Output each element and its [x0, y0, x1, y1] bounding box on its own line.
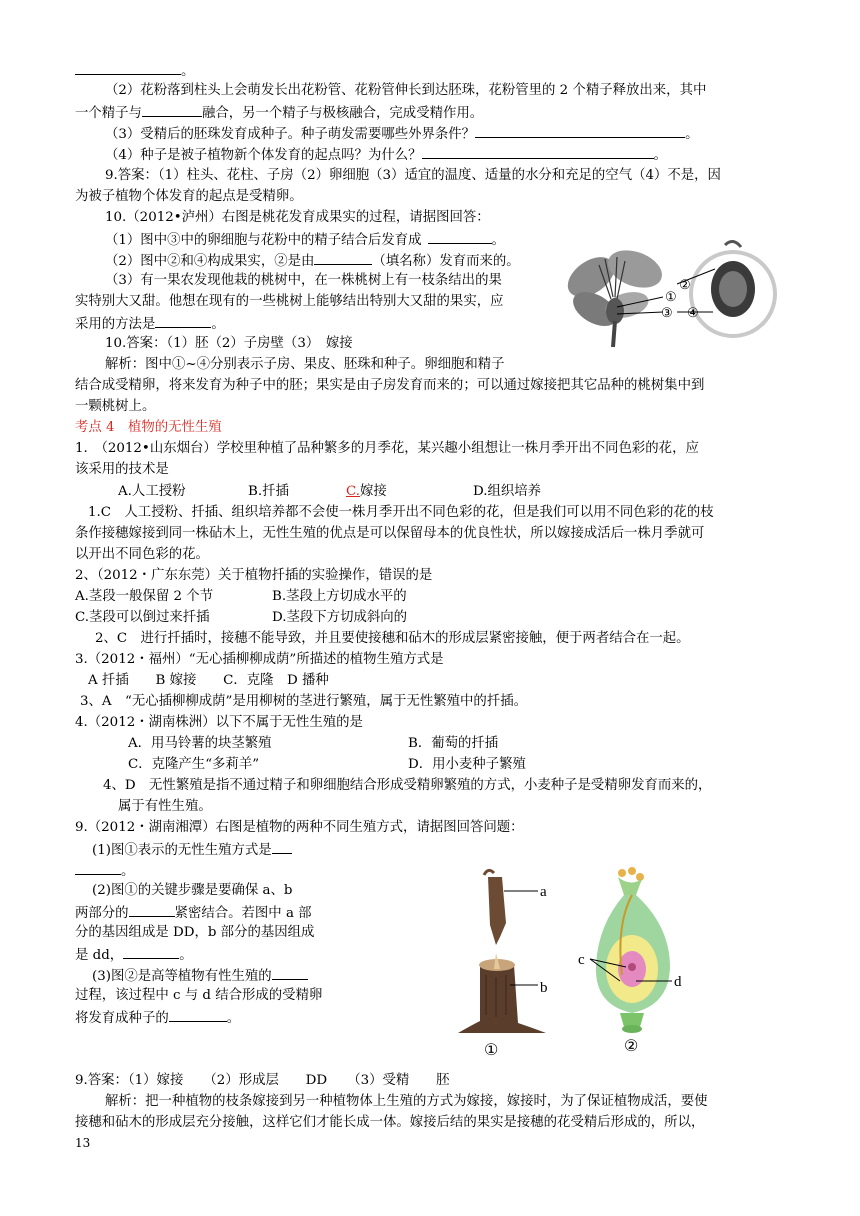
scion-branch [484, 870, 506, 945]
stigma [618, 867, 644, 895]
question-text: （4）种子是被子植物新个体发育的起点吗？为什么？ 。 [105, 143, 667, 166]
analysis-text: 3、A “无心插柳柳成荫”是用柳树的茎进行繁殖，属于无性繁殖中的扦插。 [80, 694, 527, 709]
question-heading: 10.（2012•泸州）右图是桃花发育成果实的过程，请据图回答： [105, 210, 490, 225]
question-text: 3.（2012・福州）“无心插柳柳成荫”所描述的植物生殖方式是 [75, 652, 444, 667]
option-b: B.扦插 [248, 484, 289, 499]
label-b: b [540, 980, 548, 996]
receptacle [620, 1013, 644, 1033]
option-a: A．用马铃薯的块茎繁殖 [128, 736, 272, 751]
answer-blank[interactable] [123, 943, 179, 959]
answer-blank[interactable] [422, 143, 654, 159]
question-text: 将发育成种子的 。 [75, 1006, 240, 1029]
ovary-wall [596, 895, 670, 1013]
option-d: D.茎段下方切成斜向的 [272, 610, 408, 625]
question-text: 是 dd， 。 [75, 943, 193, 966]
answer-text: 为被子植物个体发育的起点是受精卵。 [75, 189, 303, 204]
option-b: B．葡萄的扦插 [408, 736, 499, 751]
page-number: 13 [75, 1136, 91, 1150]
question-text: 1. （2012•山东烟台）学校里种植了品种繁多的月季花，某兴趣小组想让一株月季开出不同色彩的花，应 [75, 441, 699, 456]
label-4: ④ [687, 305, 699, 320]
option-b: B.茎段上方切成水平的 [272, 589, 407, 604]
label-d: d [674, 974, 682, 990]
question-text: 分的基因组成是 DD，b 部分的基因组成 [75, 925, 315, 940]
question-text: （3）受精后的胚珠发育成种子。种子萌发需要哪些外界条件？ 。 [105, 122, 698, 145]
peach-fruit-image [689, 241, 777, 338]
question-text: 。 [75, 859, 134, 882]
figure-caption-2: ② [624, 1038, 639, 1055]
options: A 扦插 B 嫁接 C．克隆 D 播种 [88, 673, 329, 688]
analysis-text: 2、C 进行扦插时，接穗不能导致，并且要使接穗和砧木的形成层紧密接触，便于两者结合在一起。 [95, 631, 690, 646]
analysis-text: 接穗和砧木的形成层充分接触，这样它们才能长成一体。嫁接后结的果实是接穗的花受精后形成的，所以， [75, 1115, 705, 1130]
marked-answer: C. [346, 484, 361, 499]
figure-caption-1: ① [484, 1042, 499, 1059]
question-text: 2、（2012・广东东莞）关于植物扦插的实验操作，错误的是 [75, 568, 433, 583]
rootstock [458, 953, 550, 1033]
answer-blank[interactable] [272, 838, 292, 854]
option-a: A.人工授粉 [118, 484, 186, 499]
blank-line-end: 。 [75, 59, 194, 82]
label-1: ① [665, 289, 677, 304]
analysis-text: 属于有性生殖。 [118, 799, 212, 814]
question-text: （1）图中③中的卵细胞与花粉中的精子结合后发育成 。 [105, 228, 505, 251]
answer-blank[interactable] [475, 122, 685, 138]
answer-blank[interactable] [155, 312, 211, 328]
question-text: (3)图②是高等植物有性生殖的 [92, 964, 308, 987]
label-c: c [578, 952, 585, 968]
question-text: (2)图①的关键步骤是要确保 a、b [92, 883, 293, 898]
answer-blank[interactable] [129, 901, 175, 917]
section-heading: 考点 4 植物的无性生殖 [75, 420, 222, 435]
answer-blank[interactable] [75, 859, 121, 875]
analysis-text: 一颗桃树上。 [75, 399, 156, 414]
option-c: C.茎段可以倒过来扦插 [75, 610, 210, 625]
question-text: 4.（2012・湖南株洲）以下不属于无性生殖的是 [75, 715, 363, 730]
analysis-text: 解析：把一种植物的枝条嫁接到另一种植物体上生殖的方式为嫁接，嫁接时，为了保证植物成活，要使 [105, 1094, 708, 1109]
answer-text: 10.答案：（1）胚（2）子房壁（3） 嫁接 [105, 336, 353, 351]
option-a: A.茎段一般保留 2 个节 [75, 589, 214, 604]
question-text: 采用的方法是 。 [75, 312, 225, 335]
option-c: C.嫁接 [346, 484, 387, 499]
answer-text: 9.答案：（1）嫁接 （2）形成层 DD （3）受精 胚 [75, 1073, 450, 1088]
option-d: D．用小麦种子繁殖 [408, 757, 526, 772]
label-a: a [540, 884, 547, 900]
option-c: C．克隆产生“多莉羊” [128, 757, 260, 772]
question-text: 该采用的技术是 [75, 462, 169, 477]
question-text: 9.（2012・湖南湘潭）右图是植物的两种不同生殖方式，请据图回答问题： [75, 820, 524, 835]
answer-blank[interactable] [272, 964, 308, 980]
answer-blank[interactable] [169, 1006, 227, 1022]
analysis-text: 条作接穗嫁接到同一株砧木上，无性生殖的优点是可以保留母本的优良性状，所以嫁接成活后一株月季就可 [75, 526, 705, 541]
label-3: ③ [661, 305, 673, 320]
ovary-figure [574, 865, 694, 1060]
question-text: 过程，该过程中 c 与 d 结合形成的受精卵 [75, 988, 323, 1003]
question-text: （3）有一果农发现他栽的桃树中，在一株桃树上有一枝条结出的果 [105, 273, 502, 288]
question-text: 两部分的 紧密结合。若图中 a 部 [75, 901, 312, 924]
answer-blank[interactable] [75, 59, 181, 75]
label-2: ② [679, 277, 691, 292]
question-text: 实特别大又甜。他想在现有的一些桃树上能够结出特别大又甜的果实，应 [75, 294, 504, 309]
analysis-text: 4、D 无性繁殖是指不通过精子和卵细胞结合形成受精卵繁殖的方式，小麦种子是受精卵发育而来的， [103, 778, 712, 793]
peach-flower-image [565, 239, 667, 349]
grafting-figure [450, 865, 560, 1060]
peach-development-figure [565, 239, 780, 349]
answer-blank[interactable] [142, 101, 202, 117]
analysis-text: 结合成受精卵，将来发育为种子中的胚；果实是由子房发育而来的；可以通过嫁接把其它品种的桃树集中到 [75, 378, 705, 393]
question-text: 一个精子与 融合，另一个精子与极核融合，完成受精作用。 [75, 101, 483, 124]
question-text: （2）花粉落到柱头上会萌发长出花粉管、花粉管伸长到达胚珠，花粉管里的 2 个精子释放出来，其中 [105, 83, 707, 98]
answer-blank[interactable] [314, 249, 372, 265]
analysis-text: 解析：图中①~④分别表示子房、果皮、胚珠和种子。卵细胞和精子 [105, 357, 505, 372]
option-d: D.组织培养 [473, 484, 542, 499]
question-text: (1)图①表示的无性生殖方式是 [92, 838, 292, 861]
analysis-text: 1.C 人工授粉、扦插、组织培养都不会使一株月季开出不同色彩的花，但是我们可以用不同色彩的花的枝 [88, 505, 714, 520]
answer-blank[interactable] [428, 228, 492, 244]
analysis-text: 以开出不同色彩的花。 [75, 547, 209, 562]
question-text: （2）图中②和④构成果实，②是由 （填名称）发育而来的。 [105, 249, 520, 272]
answer-text: 9.答案：（1）柱头、花柱、子房（2）卵细胞（3）适宜的温度、适量的水分和充足的空气（4）不是，因 [105, 168, 721, 183]
